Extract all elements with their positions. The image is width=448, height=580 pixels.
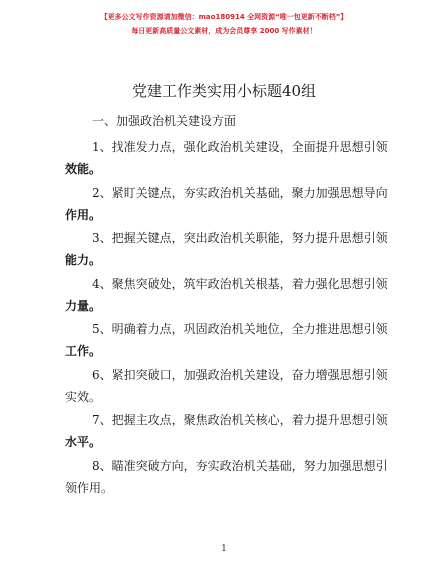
list-item <box>65 136 392 180</box>
list-item <box>65 364 392 408</box>
list-item-continuation: 能力。 <box>65 253 102 267</box>
promo-banner-line-2: 每日更新高质量公文素材，成为会员尊享 2000 写作素材！ <box>131 27 317 35</box>
document-title: 党建工作类实用小标题40组 <box>131 82 317 100</box>
list-item-text: 2、紧盯关键点，夯实政治机关基础，聚力加强思想导向 <box>92 185 388 200</box>
list-item <box>65 227 392 271</box>
list-item-continuation: 力量。 <box>65 298 102 313</box>
list-item-text: 3、把握关键点，突出政治机关职能，努力提升思想引领 <box>92 231 388 245</box>
list-item-continuation: 作用。 <box>65 207 102 222</box>
list-item <box>65 182 392 226</box>
list-item-continuation: 效能。 <box>65 162 102 176</box>
list-item <box>65 409 392 453</box>
section-heading: 一、加强政治机关建设方面 <box>92 114 237 128</box>
list-item-text: 7、把握主攻点，聚焦政治机关核心，着力提升思想引领 <box>92 413 388 427</box>
list-item-continuation: 工作。 <box>65 344 102 358</box>
list-item-text: 4、聚焦突破处，筑牢政治机关根基，着力强化思想引领 <box>92 276 388 291</box>
list-item-continuation: 实效。 <box>65 389 102 404</box>
page-number: 1 <box>221 544 227 554</box>
list-item-text: 8、瞄准突破方向，夯实政治机关基础，努力加强思想引 <box>92 458 388 473</box>
list-item <box>65 318 392 362</box>
list-item-text: 6、紧扣突破口，加强政治机关建设，奋力增强思想引领 <box>92 367 388 382</box>
list-item-text: 1、找准发力点，强化政治机关建设，全面提升思想引领 <box>92 140 388 154</box>
list-item <box>65 273 392 317</box>
list-item-continuation: 水平。 <box>65 435 102 449</box>
promo-banner-line-1: 【更多公文写作资源请加微信：mao180914 全网资源“唯一包更新不断档”】 <box>100 13 348 21</box>
list-item-continuation: 领作用。 <box>65 480 114 495</box>
list-item <box>65 455 392 499</box>
list-item-text: 5、明确着力点，巩固政治机关地位，全力推进思想引领 <box>92 322 388 336</box>
